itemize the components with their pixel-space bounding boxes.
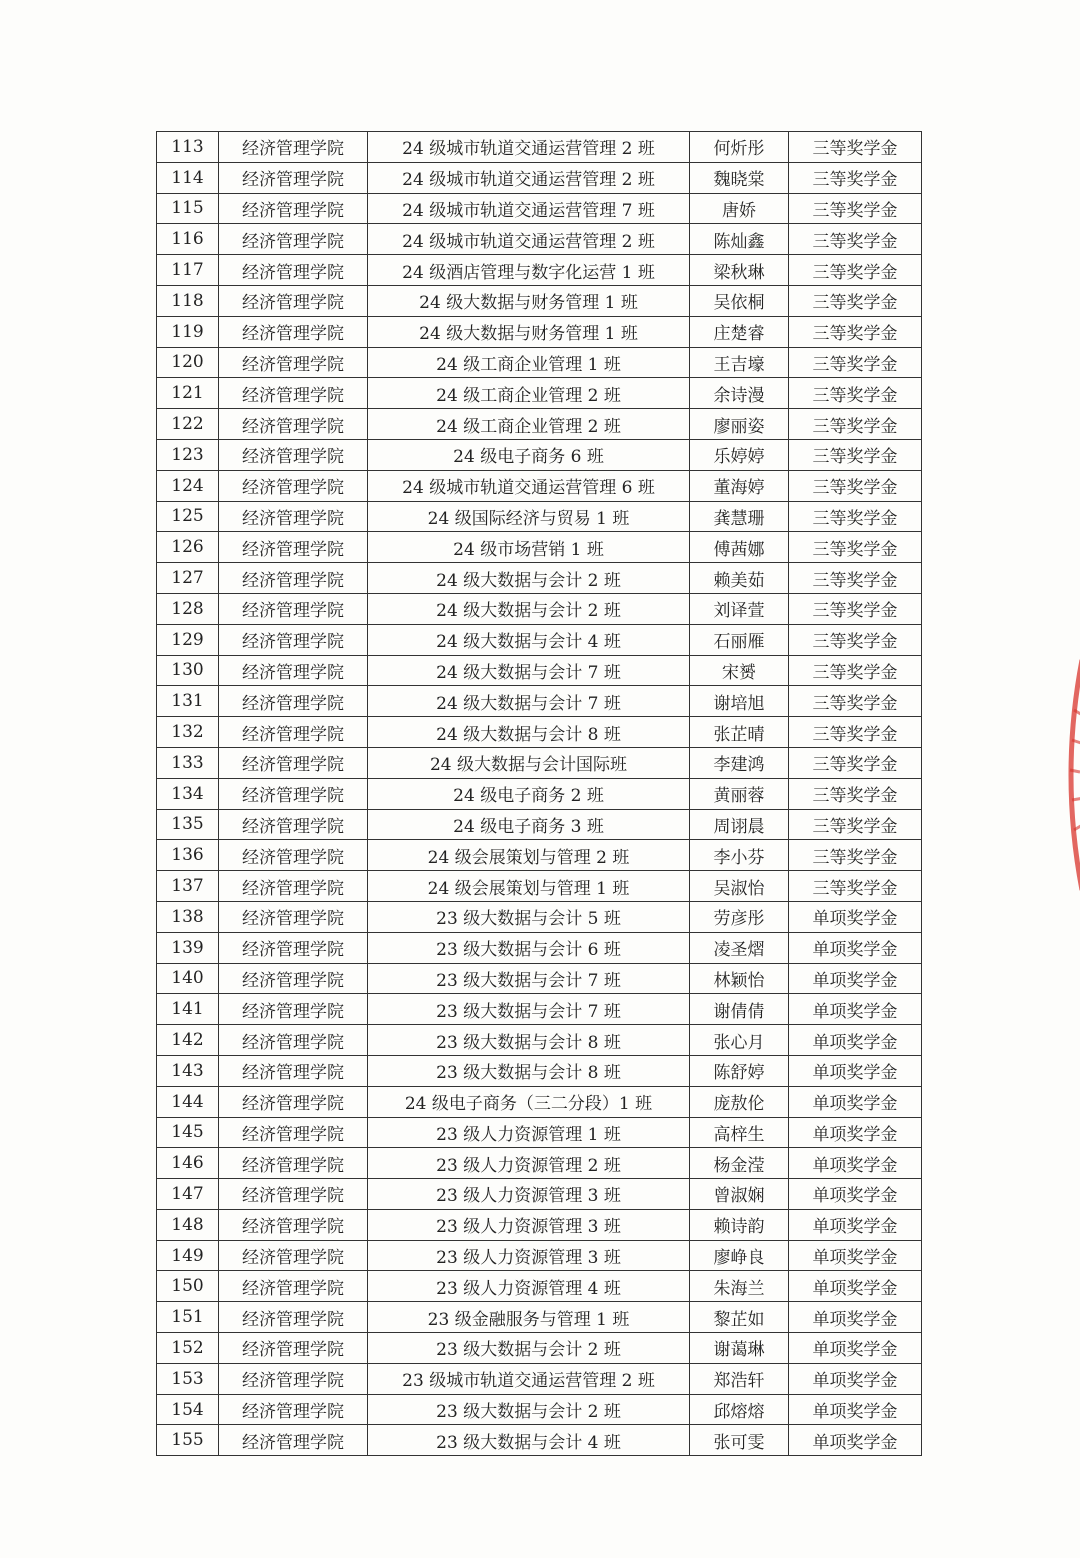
class-name-cell: 24 级酒店管理与数字化运营 1 班 bbox=[368, 255, 690, 286]
row-number-cell: 130 bbox=[157, 655, 219, 686]
row-number-cell: 140 bbox=[157, 963, 219, 994]
college-name-cell: 经济管理学院 bbox=[219, 686, 368, 717]
award-type-cell: 三等奖学金 bbox=[789, 747, 922, 778]
table-row bbox=[157, 717, 922, 748]
row-number-cell: 116 bbox=[157, 224, 219, 255]
college-name-cell: 经济管理学院 bbox=[219, 1271, 368, 1302]
table-row bbox=[157, 1302, 922, 1333]
table-row bbox=[157, 162, 922, 193]
table-row bbox=[157, 193, 922, 224]
award-type-cell: 三等奖学金 bbox=[789, 871, 922, 902]
college-name-cell: 经济管理学院 bbox=[219, 624, 368, 655]
college-name-cell: 经济管理学院 bbox=[219, 1148, 368, 1179]
class-name-cell: 24 级工商企业管理 1 班 bbox=[368, 347, 690, 378]
award-type-cell: 三等奖学金 bbox=[789, 593, 922, 624]
class-name-cell: 24 级工商企业管理 2 班 bbox=[368, 378, 690, 409]
row-number-cell: 135 bbox=[157, 809, 219, 840]
student-name-cell: 廖丽姿 bbox=[690, 409, 789, 440]
table-row bbox=[157, 563, 922, 594]
table-row bbox=[157, 1179, 922, 1210]
award-type-cell: 三等奖学金 bbox=[789, 193, 922, 224]
student-name-cell: 朱海兰 bbox=[690, 1271, 789, 1302]
student-name-cell: 何炘彤 bbox=[690, 132, 789, 163]
award-type-cell: 单项奖学金 bbox=[789, 1025, 922, 1056]
row-number-cell: 127 bbox=[157, 563, 219, 594]
award-type-cell: 三等奖学金 bbox=[789, 778, 922, 809]
table-row bbox=[157, 624, 922, 655]
class-name-cell: 23 级大数据与会计 6 班 bbox=[368, 932, 690, 963]
college-name-cell: 经济管理学院 bbox=[219, 409, 368, 440]
student-name-cell: 李建鸿 bbox=[690, 747, 789, 778]
class-name-cell: 24 级大数据与会计 7 班 bbox=[368, 655, 690, 686]
class-name-cell: 24 级工商企业管理 2 班 bbox=[368, 409, 690, 440]
college-name-cell: 经济管理学院 bbox=[219, 809, 368, 840]
row-number-cell: 153 bbox=[157, 1363, 219, 1394]
college-name-cell: 经济管理学院 bbox=[219, 470, 368, 501]
student-name-cell: 张心月 bbox=[690, 1025, 789, 1056]
row-number-cell: 121 bbox=[157, 378, 219, 409]
student-name-cell: 傅茜娜 bbox=[690, 532, 789, 563]
row-number-cell: 139 bbox=[157, 932, 219, 963]
row-number-cell: 118 bbox=[157, 285, 219, 316]
award-type-cell: 三等奖学金 bbox=[789, 378, 922, 409]
college-name-cell: 经济管理学院 bbox=[219, 593, 368, 624]
college-name-cell: 经济管理学院 bbox=[219, 963, 368, 994]
row-number-cell: 151 bbox=[157, 1302, 219, 1333]
award-type-cell: 单项奖学金 bbox=[789, 1394, 922, 1425]
row-number-cell: 141 bbox=[157, 994, 219, 1025]
award-type-cell: 单项奖学金 bbox=[789, 1179, 922, 1210]
college-name-cell: 经济管理学院 bbox=[219, 840, 368, 871]
row-number-cell: 146 bbox=[157, 1148, 219, 1179]
student-name-cell: 龚慧珊 bbox=[690, 501, 789, 532]
row-number-cell: 117 bbox=[157, 255, 219, 286]
class-name-cell: 24 级大数据与会计 4 班 bbox=[368, 624, 690, 655]
award-type-cell: 单项奖学金 bbox=[789, 1086, 922, 1117]
award-type-cell: 三等奖学金 bbox=[789, 162, 922, 193]
college-name-cell: 经济管理学院 bbox=[219, 1425, 368, 1456]
class-name-cell: 23 级大数据与会计 5 班 bbox=[368, 901, 690, 932]
award-type-cell: 三等奖学金 bbox=[789, 624, 922, 655]
class-name-cell: 23 级大数据与会计 4 班 bbox=[368, 1425, 690, 1456]
award-type-cell: 三等奖学金 bbox=[789, 840, 922, 871]
student-name-cell: 吴依桐 bbox=[690, 285, 789, 316]
college-name-cell: 经济管理学院 bbox=[219, 1333, 368, 1364]
college-name-cell: 经济管理学院 bbox=[219, 1394, 368, 1425]
student-name-cell: 高梓生 bbox=[690, 1117, 789, 1148]
table-row bbox=[157, 347, 922, 378]
class-name-cell: 23 级人力资源管理 3 班 bbox=[368, 1240, 690, 1271]
table-row bbox=[157, 747, 922, 778]
class-name-cell: 23 级人力资源管理 3 班 bbox=[368, 1209, 690, 1240]
student-name-cell: 魏晓棠 bbox=[690, 162, 789, 193]
table-row bbox=[157, 871, 922, 902]
table-body bbox=[157, 132, 922, 1456]
row-number-cell: 126 bbox=[157, 532, 219, 563]
student-name-cell: 宋赟 bbox=[690, 655, 789, 686]
row-number-cell: 155 bbox=[157, 1425, 219, 1456]
award-type-cell: 单项奖学金 bbox=[789, 1148, 922, 1179]
row-number-cell: 122 bbox=[157, 409, 219, 440]
table-row bbox=[157, 439, 922, 470]
row-number-cell: 134 bbox=[157, 778, 219, 809]
award-type-cell: 三等奖学金 bbox=[789, 532, 922, 563]
table-row bbox=[157, 932, 922, 963]
table-row bbox=[157, 1209, 922, 1240]
student-name-cell: 刘译萱 bbox=[690, 593, 789, 624]
class-name-cell: 23 级大数据与会计 2 班 bbox=[368, 1394, 690, 1425]
college-name-cell: 经济管理学院 bbox=[219, 871, 368, 902]
student-name-cell: 陈灿鑫 bbox=[690, 224, 789, 255]
class-name-cell: 24 级大数据与财务管理 1 班 bbox=[368, 316, 690, 347]
college-name-cell: 经济管理学院 bbox=[219, 378, 368, 409]
student-name-cell: 谢蔼琳 bbox=[690, 1333, 789, 1364]
student-name-cell: 黄丽蓉 bbox=[690, 778, 789, 809]
award-type-cell: 单项奖学金 bbox=[789, 1240, 922, 1271]
college-name-cell: 经济管理学院 bbox=[219, 1209, 368, 1240]
row-number-cell: 152 bbox=[157, 1333, 219, 1364]
class-name-cell: 24 级城市轨道交通运营管理 7 班 bbox=[368, 193, 690, 224]
college-name-cell: 经济管理学院 bbox=[219, 717, 368, 748]
class-name-cell: 24 级城市轨道交通运营管理 2 班 bbox=[368, 162, 690, 193]
student-name-cell: 谢培旭 bbox=[690, 686, 789, 717]
student-name-cell: 陈舒婷 bbox=[690, 1055, 789, 1086]
college-name-cell: 经济管理学院 bbox=[219, 932, 368, 963]
row-number-cell: 114 bbox=[157, 162, 219, 193]
table-row bbox=[157, 1394, 922, 1425]
table-row bbox=[157, 132, 922, 163]
table-row bbox=[157, 316, 922, 347]
table-row bbox=[157, 285, 922, 316]
award-type-cell: 三等奖学金 bbox=[789, 439, 922, 470]
class-name-cell: 24 级会展策划与管理 1 班 bbox=[368, 871, 690, 902]
row-number-cell: 128 bbox=[157, 593, 219, 624]
row-number-cell: 132 bbox=[157, 717, 219, 748]
student-name-cell: 庞敖伦 bbox=[690, 1086, 789, 1117]
row-number-cell: 149 bbox=[157, 1240, 219, 1271]
award-type-cell: 单项奖学金 bbox=[789, 932, 922, 963]
table-row bbox=[157, 686, 922, 717]
table-row bbox=[157, 778, 922, 809]
class-name-cell: 24 级电子商务 6 班 bbox=[368, 439, 690, 470]
student-name-cell: 张可雯 bbox=[690, 1425, 789, 1456]
class-name-cell: 24 级大数据与会计国际班 bbox=[368, 747, 690, 778]
class-name-cell: 23 级金融服务与管理 1 班 bbox=[368, 1302, 690, 1333]
college-name-cell: 经济管理学院 bbox=[219, 778, 368, 809]
college-name-cell: 经济管理学院 bbox=[219, 255, 368, 286]
student-name-cell: 凌圣熠 bbox=[690, 932, 789, 963]
award-type-cell: 三等奖学金 bbox=[789, 132, 922, 163]
class-name-cell: 24 级国际经济与贸易 1 班 bbox=[368, 501, 690, 532]
award-type-cell: 三等奖学金 bbox=[789, 655, 922, 686]
award-type-cell: 三等奖学金 bbox=[789, 255, 922, 286]
student-name-cell: 杨金滢 bbox=[690, 1148, 789, 1179]
row-number-cell: 138 bbox=[157, 901, 219, 932]
row-number-cell: 113 bbox=[157, 132, 219, 163]
row-number-cell: 154 bbox=[157, 1394, 219, 1425]
class-name-cell: 23 级人力资源管理 3 班 bbox=[368, 1179, 690, 1210]
award-type-cell: 单项奖学金 bbox=[789, 1302, 922, 1333]
class-name-cell: 24 级大数据与会计 2 班 bbox=[368, 563, 690, 594]
award-type-cell: 三等奖学金 bbox=[789, 409, 922, 440]
student-name-cell: 余诗漫 bbox=[690, 378, 789, 409]
table-row bbox=[157, 963, 922, 994]
class-name-cell: 24 级城市轨道交通运营管理 2 班 bbox=[368, 224, 690, 255]
college-name-cell: 经济管理学院 bbox=[219, 747, 368, 778]
award-type-cell: 三等奖学金 bbox=[789, 686, 922, 717]
table-row bbox=[157, 409, 922, 440]
class-name-cell: 24 级电子商务 3 班 bbox=[368, 809, 690, 840]
student-name-cell: 劳彦彤 bbox=[690, 901, 789, 932]
row-number-cell: 131 bbox=[157, 686, 219, 717]
class-name-cell: 23 级人力资源管理 1 班 bbox=[368, 1117, 690, 1148]
award-type-cell: 单项奖学金 bbox=[789, 963, 922, 994]
table-row bbox=[157, 994, 922, 1025]
student-name-cell: 乐婷婷 bbox=[690, 439, 789, 470]
row-number-cell: 120 bbox=[157, 347, 219, 378]
row-number-cell: 150 bbox=[157, 1271, 219, 1302]
table-row bbox=[157, 655, 922, 686]
student-name-cell: 唐娇 bbox=[690, 193, 789, 224]
award-type-cell: 单项奖学金 bbox=[789, 1117, 922, 1148]
student-name-cell: 李小芬 bbox=[690, 840, 789, 871]
row-number-cell: 136 bbox=[157, 840, 219, 871]
class-name-cell: 23 级大数据与会计 7 班 bbox=[368, 994, 690, 1025]
class-name-cell: 24 级大数据与会计 2 班 bbox=[368, 593, 690, 624]
college-name-cell: 经济管理学院 bbox=[219, 439, 368, 470]
row-number-cell: 143 bbox=[157, 1055, 219, 1086]
award-type-cell: 三等奖学金 bbox=[789, 285, 922, 316]
table-row bbox=[157, 1240, 922, 1271]
college-name-cell: 经济管理学院 bbox=[219, 1179, 368, 1210]
student-name-cell: 赖美茹 bbox=[690, 563, 789, 594]
award-type-cell: 三等奖学金 bbox=[789, 809, 922, 840]
class-name-cell: 23 级人力资源管理 4 班 bbox=[368, 1271, 690, 1302]
table-row bbox=[157, 1363, 922, 1394]
award-type-cell: 单项奖学金 bbox=[789, 1209, 922, 1240]
award-type-cell: 三等奖学金 bbox=[789, 563, 922, 594]
table-row bbox=[157, 1117, 922, 1148]
student-name-cell: 张芷晴 bbox=[690, 717, 789, 748]
college-name-cell: 经济管理学院 bbox=[219, 994, 368, 1025]
table-row bbox=[157, 1086, 922, 1117]
table-row bbox=[157, 901, 922, 932]
college-name-cell: 经济管理学院 bbox=[219, 563, 368, 594]
award-type-cell: 单项奖学金 bbox=[789, 1271, 922, 1302]
row-number-cell: 129 bbox=[157, 624, 219, 655]
college-name-cell: 经济管理学院 bbox=[219, 1240, 368, 1271]
college-name-cell: 经济管理学院 bbox=[219, 655, 368, 686]
row-number-cell: 144 bbox=[157, 1086, 219, 1117]
table-row bbox=[157, 470, 922, 501]
class-name-cell: 23 级大数据与会计 2 班 bbox=[368, 1333, 690, 1364]
row-number-cell: 133 bbox=[157, 747, 219, 778]
award-type-cell: 三等奖学金 bbox=[789, 470, 922, 501]
class-name-cell: 24 级会展策划与管理 2 班 bbox=[368, 840, 690, 871]
college-name-cell: 经济管理学院 bbox=[219, 1086, 368, 1117]
student-name-cell: 邱熔熔 bbox=[690, 1394, 789, 1425]
student-name-cell: 吴淑怡 bbox=[690, 871, 789, 902]
student-name-cell: 董海婷 bbox=[690, 470, 789, 501]
award-type-cell: 三等奖学金 bbox=[789, 316, 922, 347]
table-row bbox=[157, 532, 922, 563]
row-number-cell: 142 bbox=[157, 1025, 219, 1056]
row-number-cell: 119 bbox=[157, 316, 219, 347]
class-name-cell: 23 级人力资源管理 2 班 bbox=[368, 1148, 690, 1179]
student-name-cell: 黎芷如 bbox=[690, 1302, 789, 1333]
student-name-cell: 梁秋琳 bbox=[690, 255, 789, 286]
college-name-cell: 经济管理学院 bbox=[219, 347, 368, 378]
row-number-cell: 115 bbox=[157, 193, 219, 224]
award-type-cell: 单项奖学金 bbox=[789, 1333, 922, 1364]
student-name-cell: 王吉壕 bbox=[690, 347, 789, 378]
class-name-cell: 23 级大数据与会计 7 班 bbox=[368, 963, 690, 994]
college-name-cell: 经济管理学院 bbox=[219, 1055, 368, 1086]
table-row bbox=[157, 1425, 922, 1456]
row-number-cell: 148 bbox=[157, 1209, 219, 1240]
award-type-cell: 单项奖学金 bbox=[789, 901, 922, 932]
class-name-cell: 24 级城市轨道交通运营管理 2 班 bbox=[368, 132, 690, 163]
student-name-cell: 谢倩倩 bbox=[690, 994, 789, 1025]
class-name-cell: 24 级市场营销 1 班 bbox=[368, 532, 690, 563]
table-row bbox=[157, 378, 922, 409]
award-type-cell: 单项奖学金 bbox=[789, 1363, 922, 1394]
class-name-cell: 23 级大数据与会计 8 班 bbox=[368, 1055, 690, 1086]
class-name-cell: 24 级大数据与会计 7 班 bbox=[368, 686, 690, 717]
award-type-cell: 单项奖学金 bbox=[789, 994, 922, 1025]
table-row bbox=[157, 224, 922, 255]
college-name-cell: 经济管理学院 bbox=[219, 1363, 368, 1394]
class-name-cell: 24 级城市轨道交通运营管理 6 班 bbox=[368, 470, 690, 501]
student-name-cell: 廖峥良 bbox=[690, 1240, 789, 1271]
table-row bbox=[157, 593, 922, 624]
row-number-cell: 125 bbox=[157, 501, 219, 532]
student-name-cell: 庄楚睿 bbox=[690, 316, 789, 347]
college-name-cell: 经济管理学院 bbox=[219, 532, 368, 563]
student-name-cell: 曾淑娴 bbox=[690, 1179, 789, 1210]
college-name-cell: 经济管理学院 bbox=[219, 901, 368, 932]
college-name-cell: 经济管理学院 bbox=[219, 316, 368, 347]
college-name-cell: 经济管理学院 bbox=[219, 501, 368, 532]
row-number-cell: 123 bbox=[157, 439, 219, 470]
table-row bbox=[157, 1025, 922, 1056]
table-row bbox=[157, 255, 922, 286]
class-name-cell: 24 级电子商务 2 班 bbox=[368, 778, 690, 809]
class-name-cell: 23 级城市轨道交通运营管理 2 班 bbox=[368, 1363, 690, 1394]
table-row bbox=[157, 809, 922, 840]
college-name-cell: 经济管理学院 bbox=[219, 162, 368, 193]
scholarship-list-table bbox=[156, 131, 922, 1456]
award-type-cell: 三等奖学金 bbox=[789, 347, 922, 378]
college-name-cell: 经济管理学院 bbox=[219, 132, 368, 163]
table-row bbox=[157, 840, 922, 871]
row-number-cell: 124 bbox=[157, 470, 219, 501]
student-name-cell: 郑浩轩 bbox=[690, 1363, 789, 1394]
table-row bbox=[157, 1148, 922, 1179]
class-name-cell: 24 级大数据与财务管理 1 班 bbox=[368, 285, 690, 316]
award-type-cell: 三等奖学金 bbox=[789, 501, 922, 532]
class-name-cell: 24 级大数据与会计 8 班 bbox=[368, 717, 690, 748]
college-name-cell: 经济管理学院 bbox=[219, 1302, 368, 1333]
award-type-cell: 单项奖学金 bbox=[789, 1425, 922, 1456]
award-type-cell: 三等奖学金 bbox=[789, 224, 922, 255]
student-name-cell: 林颖怡 bbox=[690, 963, 789, 994]
student-name-cell: 周诩晨 bbox=[690, 809, 789, 840]
row-number-cell: 145 bbox=[157, 1117, 219, 1148]
row-number-cell: 147 bbox=[157, 1179, 219, 1210]
college-name-cell: 经济管理学院 bbox=[219, 1025, 368, 1056]
class-name-cell: 23 级大数据与会计 8 班 bbox=[368, 1025, 690, 1056]
college-name-cell: 经济管理学院 bbox=[219, 1117, 368, 1148]
award-type-cell: 单项奖学金 bbox=[789, 1055, 922, 1086]
table-row bbox=[157, 1271, 922, 1302]
student-name-cell: 赖诗韵 bbox=[690, 1209, 789, 1240]
table-row bbox=[157, 501, 922, 532]
student-name-cell: 石丽雁 bbox=[690, 624, 789, 655]
row-number-cell: 137 bbox=[157, 871, 219, 902]
red-seal-stamp bbox=[1052, 650, 1080, 900]
college-name-cell: 经济管理学院 bbox=[219, 285, 368, 316]
class-name-cell: 24 级电子商务（三二分段）1 班 bbox=[368, 1086, 690, 1117]
table-row bbox=[157, 1333, 922, 1364]
table-row bbox=[157, 1055, 922, 1086]
award-type-cell: 三等奖学金 bbox=[789, 717, 922, 748]
college-name-cell: 经济管理学院 bbox=[219, 224, 368, 255]
college-name-cell: 经济管理学院 bbox=[219, 193, 368, 224]
